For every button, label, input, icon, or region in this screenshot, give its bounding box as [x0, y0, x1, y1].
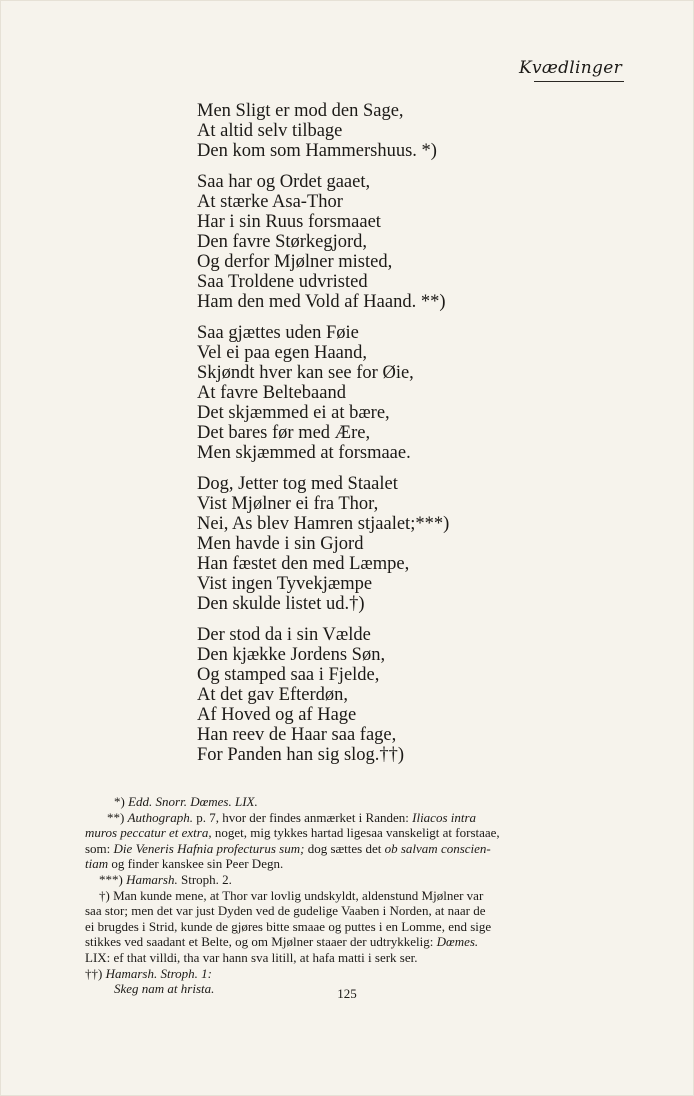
header-rule [534, 81, 624, 82]
footnote-text: stikkes ved saadant et Belte, og om Mjølner staaer der udtrykkelig: [85, 934, 437, 950]
verse-line: Han fæstet den med Læmpe, [197, 554, 410, 574]
footnote-text: dog sættes det [304, 840, 385, 856]
stanza-3 [197, 323, 597, 463]
verse-line: Den skulde listet ud.†) [197, 594, 365, 614]
verse-line: Det bares før med Ære, [197, 423, 371, 443]
verse-line: Vist ingen Tyvekjæmpe [197, 574, 373, 594]
verse-line: At favre Beltebaand [197, 383, 346, 403]
verse-line: Det skjæmmed ei at bære, [197, 403, 390, 423]
footnote-2-line [85, 825, 607, 841]
verse-line: Nei, As blev Hamren stjaalet;***) [197, 514, 450, 534]
running-title: Kvædlinger [518, 58, 622, 78]
footnote-4-line: ei brugdes i Strid, kunde de gjøres bitte smaae og puttes i en Lomme, end sige [85, 918, 492, 934]
verse-line: Men havde i sin Gjord [197, 534, 364, 554]
footnote-text: som: [85, 840, 114, 856]
verse-line: Af Hoved og af Hage [197, 705, 357, 725]
verse-line: Saa har og Ordet gaaet, [197, 172, 371, 192]
footnote-text: Man kunde mene, at Thor var lovlig undskyldt, aldenstund Mjølner var [109, 887, 484, 903]
footnote-2-line [85, 841, 607, 857]
verse-line: Og derfor Mjølner misted, [197, 252, 393, 272]
verse-line: At altid selv tilbage [197, 121, 343, 141]
verse-line: For Panden han sig slog.††) [197, 745, 405, 765]
footnote-text: Authograph. [127, 809, 193, 825]
footnote-text: Hamarsh. Stroph. 1: [105, 965, 213, 981]
footnote-5 [85, 966, 607, 982]
verse-line: Har i sin Ruus forsmaaet [197, 212, 381, 232]
footnote-4-line: saa stor; men det var just Dyden ved de gudelige Vaaben i Norden, at naar de [85, 903, 486, 919]
footnote-text: ob salvam conscien- [384, 840, 491, 856]
footnote-5-quote: Skeg nam at hrista. [114, 981, 215, 997]
footnote-mark: †) [99, 887, 110, 903]
footnote-text: Dœmes. [436, 934, 479, 950]
verse-line: Den kjække Jordens Søn, [197, 645, 386, 665]
poem [197, 101, 597, 776]
verse-line: At det gav Efterdøn, [197, 685, 349, 705]
footnote-text: tiam [85, 856, 109, 872]
footnote-text: p. 7, hvor der findes anmærket i Randen: [192, 809, 413, 825]
footnote-4-line: LIX: ef that villdi, tha var hann sva litill, at hafa matti i serk ser. [85, 949, 418, 965]
footnote-mark: ††) [85, 965, 103, 981]
verse-line: Men skjæmmed at forsmaae. [197, 443, 411, 463]
footnotes [85, 794, 607, 997]
footnote-mark: *) [114, 794, 125, 809]
verse-line: Ham den med Vold af Haand. **) [197, 292, 446, 312]
footnote-text: noget, mig tykkes hartad ligesaa vanskeligt at forstaae, [211, 825, 500, 841]
verse-line: Men Sligt er mod den Sage, [197, 101, 404, 121]
verse-line: Vist Mjølner ei fra Thor, [197, 494, 379, 514]
stanza-5 [197, 625, 597, 765]
footnote-text: muros peccatur et extra, [85, 825, 212, 841]
footnote-text: Iliacos intra [412, 809, 477, 825]
footnote-mark: ***) [99, 871, 123, 887]
verse-line: Han reev de Haar saa fage, [197, 725, 397, 745]
footnote-2-line [85, 856, 607, 872]
footnote-text: Edd. Snorr. Dœmes. LIX. [128, 794, 258, 809]
footnote-text: og finder kanskee sin Peer Degn. [108, 856, 284, 872]
page-number: 125 [337, 986, 357, 1001]
footnote-4 [85, 888, 607, 904]
verse-line: Den kom som Hammershuus. *) [197, 141, 437, 161]
verse-line: Den favre Størkegjord, [197, 232, 368, 252]
verse-line: Og stamped saa i Fjelde, [197, 665, 380, 685]
footnote-4-line [85, 934, 607, 950]
footnote-text: Hamarsh. [126, 871, 178, 887]
footnote-text: Stroph. 2. [177, 871, 232, 887]
footnote-2 [85, 810, 607, 826]
stanza-1 [197, 101, 597, 161]
verse-line: Saa Troldene udvristed [197, 272, 368, 292]
verse-line: At stærke Asa-Thor [197, 192, 343, 212]
verse-line: Skjøndt hver kan see for Øie, [197, 363, 414, 383]
verse-line: Vel ei paa egen Haand, [197, 343, 368, 363]
verse-line: Dog, Jetter tog med Staalet [197, 474, 398, 494]
verse-line: Saa gjættes uden Føie [197, 323, 359, 343]
footnote-mark: **) [107, 809, 125, 825]
stanza-2 [197, 172, 597, 312]
stanza-4 [197, 474, 597, 614]
footnote-1 [85, 794, 607, 810]
footnote-3 [85, 872, 607, 888]
verse-line: Der stod da i sin Vælde [197, 625, 371, 645]
footnote-text: Die Veneris Hafnia profecturus sum; [113, 840, 305, 856]
